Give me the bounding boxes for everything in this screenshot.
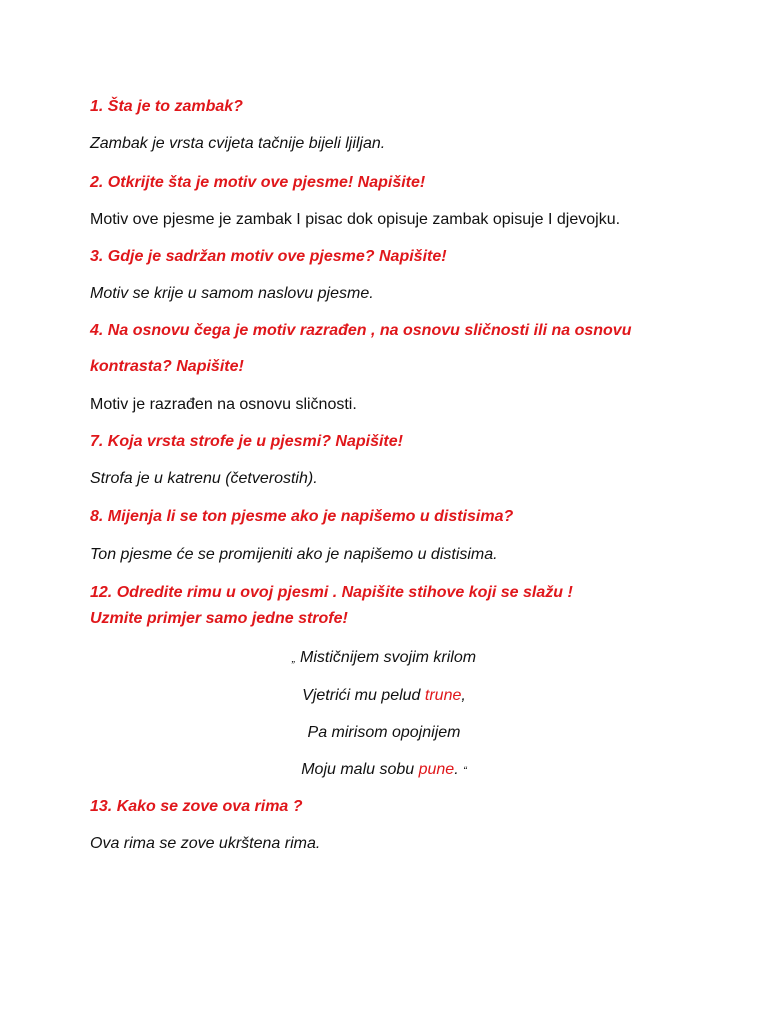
question-4-line2: kontrasta? Napišite! [90, 358, 244, 375]
answer-7: Strofa je u katrenu (četverostih). [90, 470, 318, 487]
answer-1: Zambak je vrsta cvijeta tačnije bijeli ljiljan. [90, 135, 386, 152]
poem-open-quote: „ [291, 653, 296, 665]
poem-line-2 [0, 686, 768, 706]
question-1: 1. Šta je to zambak? [90, 98, 243, 115]
question-13: 13. Kako se zove ova rima ? [90, 798, 303, 815]
answer-3: Motiv se krije u samom naslovu pjesme. [90, 285, 374, 302]
poem-line-4-text: Moju malu sobu [301, 761, 419, 778]
question-4-line1: 4. Na osnovu čega je motiv razrađen , na osnovu sličnosti ili na osnovu [90, 322, 632, 339]
poem-line-2-punct: , [461, 687, 466, 704]
poem-line-1 [0, 648, 768, 669]
answer-8: Ton pjesme će se promijeniti ako je napišemo u distisima. [90, 546, 498, 563]
question-12-line1: 12. Odredite rimu u ovoj pjesmi . Napišite stihove koji se slažu ! [90, 584, 573, 601]
poem-line-4 [0, 760, 768, 781]
question-8: 8. Mijenja li se ton pjesme ako je napišemo u distisima? [90, 508, 514, 525]
question-2: 2. Otkrijte šta je motiv ove pjesme! Napišite! [90, 174, 426, 191]
poem-rhyme-word-2: pune [418, 761, 455, 778]
answer-4: Motiv je razrađen na osnovu sličnosti. [90, 396, 357, 413]
poem-line-3-text: Pa mirisom opojnijem [307, 724, 461, 741]
poem-rhyme-word-1: trune [424, 687, 462, 704]
question-7: 7. Koja vrsta strofe je u pjesmi? Napišite! [90, 433, 403, 450]
question-3: 3. Gdje je sadržan motiv ove pjesme? Napišite! [90, 248, 447, 265]
poem-line-3 [0, 723, 768, 743]
answer-2: Motiv ove pjesme je zambak I pisac dok opisuje zambak opisuje I djevojku. [90, 211, 621, 228]
question-12-line2: Uzmite primjer samo jedne strofe! [90, 610, 348, 627]
poem-line-4-punct: . [454, 761, 459, 778]
answer-13: Ova rima se zove ukrštena rima. [90, 835, 321, 852]
poem-close-quote: “ [463, 765, 467, 777]
poem-line-2-text: Vjetrići mu pelud [302, 687, 425, 704]
poem-line-1-text: Mističnijem svojim krilom [300, 649, 477, 666]
